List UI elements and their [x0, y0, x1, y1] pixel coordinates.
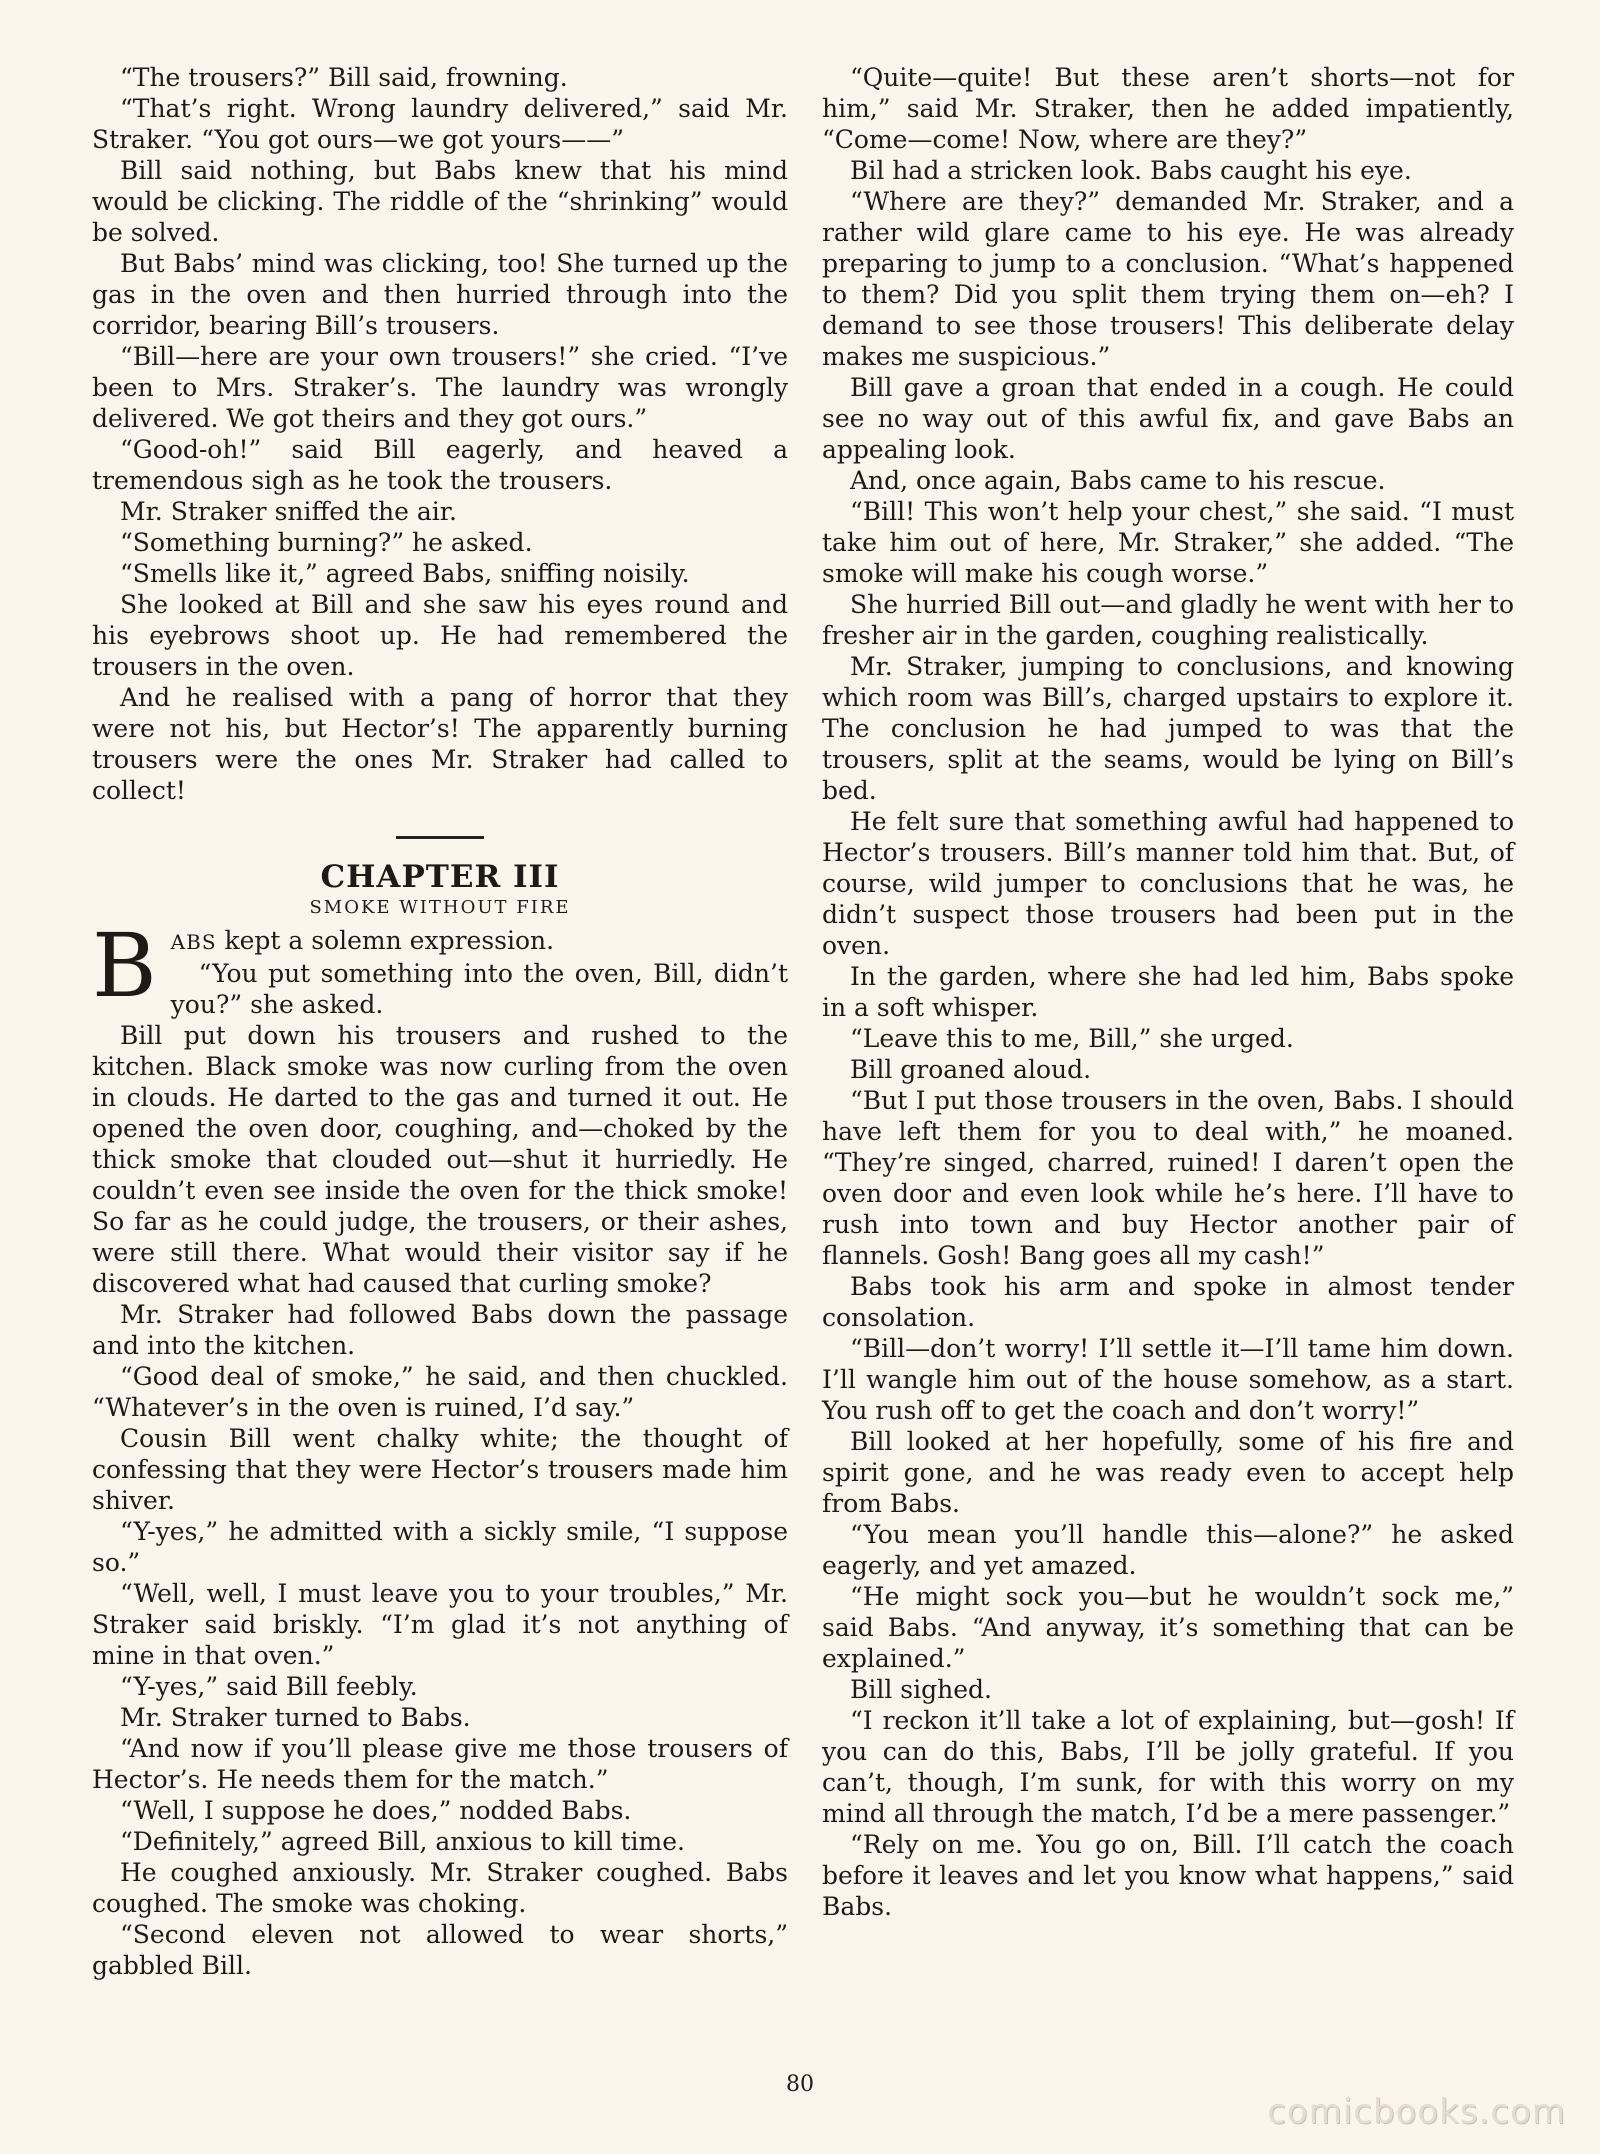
chapter-subtitle: SMOKE WITHOUT FIRE: [309, 897, 571, 918]
paragraph: “Quite—quite! But these aren’t shorts—not for him,” said Mr. Straker, then he added impatiently, “Come—come! Now, where are they?”: [822, 63, 1514, 154]
paragraph: “Good-oh!” said Bill eagerly, and heaved a tremendous sigh as he took the trousers.: [92, 435, 788, 495]
paragraph: “You mean you’ll handle this—alone?” he asked eagerly, and yet amazed.: [822, 1520, 1514, 1580]
paragraph: “Second eleven not allowed to wear shorts,” gabbled Bill.: [92, 1920, 788, 1980]
paragraph: “And now if you’ll please give me those trousers of Hector’s. He needs them for the match.”: [92, 1734, 788, 1794]
opening-line: kept a solemn expression.: [216, 926, 555, 955]
drop-cap-letter: B: [92, 914, 157, 1017]
paragraph: “Good deal of smoke,” he said, and then chuckled. “Whatever’s in the oven is ruined, I’d say.”: [92, 1362, 788, 1422]
paragraph: She looked at Bill and she saw his eyes round and his eyebrows shoot up. He had remembered the trousers in the oven.: [92, 590, 788, 681]
paragraph: “Where are they?” demanded Mr. Straker, and a rather wild glare came to his eye. He was already preparing to jump to a conclusion. “What’s happened to them? Did you split them trying them on—eh? I demand to see those trousers! This deliberate delay makes me suspicious.”: [822, 187, 1514, 371]
paragraph: Cousin Bill went chalky white; the thought of confessing that they were Hector’s trousers made him shiver.: [92, 1424, 788, 1515]
paragraph: “He might sock you—but he wouldn’t sock me,” said Babs. “And anyway, it’s something that can be explained.”: [822, 1582, 1514, 1673]
paragraph: And, once again, Babs came to his rescue.: [850, 466, 1386, 495]
paragraph: Bil had a stricken look. Babs caught his eye.: [850, 156, 1412, 185]
paragraph: He felt sure that something awful had happened to Hector’s trousers. Bill’s manner told him that. But, of course, wild jumper to conclusions that he was, he didn’t suspect those trousers had been put in the oven.: [822, 807, 1514, 960]
paragraph: Bill put down his trousers and rushed to the kitchen. Black smoke was now curling from the oven in clouds. He darted to the gas and turned it out. He opened the oven door, coughing, and—choked by the thick smoke that clouded out—shut it hurriedly. He couldn’t even see inside the oven for the thick smoke! So far as he could judge, the trousers, or their ashes, were still there. What would their visitor say if he discovered what had caused that curling smoke?: [92, 1021, 788, 1298]
paragraph: “I reckon it’ll take a lot of explaining, but—gosh! If you can do this, Babs, I’ll be jolly grateful. If you can’t, though, I’m sunk, for with this worry on my mind all through the match, I’d be a mere passenger.”: [822, 1706, 1514, 1828]
paragraph: “Bill—here are your own trousers!” she cried. “I’ve been to Mrs. Straker’s. The laundry was wrongly delivered. We got theirs and they got ours.”: [92, 342, 788, 433]
paragraph: Bill said nothing, but Babs knew that his mind would be clicking. The riddle of the “shrinking” would be solved.: [92, 156, 788, 247]
paragraph: Bill sighed.: [850, 1675, 992, 1704]
paragraph: “Y-yes,” he admitted with a sickly smile, “I suppose so.”: [92, 1517, 788, 1577]
paragraph: “Bill! This won’t help your chest,” she said. “I must take him out of here, Mr. Straker,” she added. “The smoke will make his cough worse.”: [822, 497, 1514, 588]
paragraph: “The trousers?” Bill said, frowning.: [120, 63, 568, 92]
paragraph: “Well, I suppose he does,” nodded Babs.: [120, 1796, 632, 1825]
paragraph: “Something burning?” he asked.: [120, 528, 533, 557]
drop-cap-smallcaps: ABS: [170, 930, 217, 954]
chapter-divider: [396, 836, 484, 839]
paragraph: “Smells like it,” agreed Babs, sniffing noisily.: [120, 559, 690, 588]
left-paragraphs-after: [92, 958, 788, 1981]
paragraph: Babs took his arm and spoke in almost tender consolation.: [822, 1272, 1514, 1332]
left-paragraphs-before: [92, 62, 788, 806]
paragraph: Bill groaned aloud.: [850, 1055, 1092, 1084]
paragraph: Bill looked at her hopefully, some of his fire and spirit gone, and he was ready even to accept help from Babs.: [822, 1427, 1514, 1518]
right-column: [822, 62, 1514, 1922]
watermark: comicbooks.com: [1267, 2092, 1566, 2132]
paragraph: She hurried Bill out—and gladly he went with her to fresher air in the garden, coughing realistically.: [822, 590, 1514, 650]
paragraph: Mr. Straker had followed Babs down the passage and into the kitchen.: [92, 1300, 788, 1360]
paragraph: “Well, well, I must leave you to your troubles,” Mr. Straker said briskly. “I’m glad it’s not anything of mine in that oven.”: [92, 1579, 788, 1670]
paragraph: “Y-yes,” said Bill feebly.: [120, 1672, 418, 1701]
paragraph: Bill gave a groan that ended in a cough. He could see no way out of this awful fix, and gave Babs an appealing look.: [822, 373, 1514, 464]
paragraph: “But I put those trousers in the oven, Babs. I should have left them for you to deal with,” he moaned. “They’re singed, charred, ruined! I daren’t open the oven door and even look while he’s here. I’ll have to rush into town and buy Hector another pair of flannels. Gosh! Bang goes all my cash!”: [822, 1086, 1514, 1270]
paragraph: But Babs’ mind was clicking, too! She turned up the gas in the oven and then hurried through into the corridor, bearing Bill’s trousers.: [92, 249, 788, 340]
paragraph: Mr. Straker, jumping to conclusions, and knowing which room was Bill’s, charged upstairs to explore it. The conclusion he had jumped to was that the trousers, split at the seams, would be lying on Bill’s bed.: [822, 652, 1514, 805]
paragraph: Mr. Straker turned to Babs.: [120, 1703, 471, 1732]
paragraph: And he realised with a pang of horror that they were not his, but Hector’s! The apparently burning trousers were the ones Mr. Straker had called to collect!: [92, 683, 788, 805]
left-column: [92, 62, 788, 1981]
paragraph: “Definitely,” agreed Bill, anxious to kill time.: [120, 1827, 686, 1856]
paragraph: “That’s right. Wrong laundry delivered,” said Mr. Straker. “You got ours—we got yours——”: [92, 94, 788, 154]
page-number: 80: [786, 2072, 814, 2097]
paragraph: “Leave this to me, Bill,” she urged.: [850, 1024, 1294, 1053]
paragraph: “You put something into the oven, Bill, didn’t you?” she asked.: [170, 959, 788, 1019]
paragraph: “Rely on me. You go on, Bill. I’ll catch the coach before it leaves and let you know what happens,” said Babs.: [822, 1830, 1514, 1921]
chapter-title: CHAPTER III: [320, 859, 560, 895]
paragraph: He coughed anxiously. Mr. Straker coughed. Babs coughed. The smoke was choking.: [92, 1858, 788, 1918]
paragraph: Mr. Straker sniffed the air.: [120, 497, 457, 526]
paragraph: “Bill—don’t worry! I’ll settle it—I’ll tame him down. I’ll wangle him out of the house somehow, as a start. You rush off to get the coach and don’t worry!”: [822, 1334, 1514, 1425]
paragraph: In the garden, where she had led him, Babs spoke in a soft whisper.: [822, 962, 1514, 1022]
